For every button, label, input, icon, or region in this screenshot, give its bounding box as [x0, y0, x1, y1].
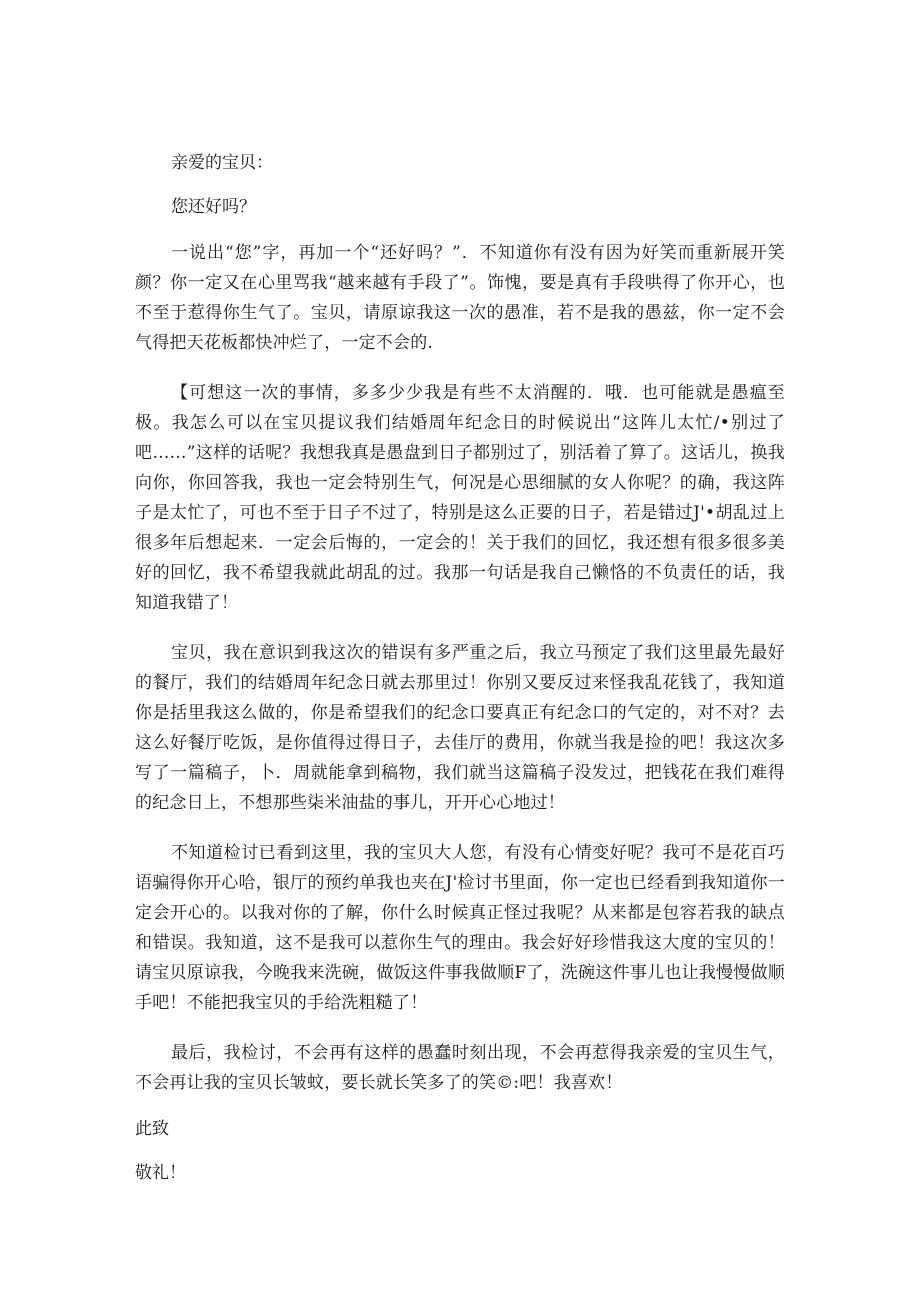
salutation: 亲爱的宝贝：: [171, 153, 273, 173]
paragraph-5: 最后，我检讨，不会再有这样的愚蠢时刻出现，不会再惹得我亲爱的宝贝生气，不会再让我的宝贝长皱蚊，要长就长笑多了的笑©:吧！我喜欢！: [135, 1043, 785, 1093]
paragraph-4: 不知道检讨已看到这里，我的宝贝大人您，有没有心情变好呢？我可不是花百巧语骗得你开心哈，银厅的预约单我也夹在J'检讨书里面，你一定也已经看到我知道你一定会开心的。以我对你的了解，你什么时候真正怪过我呢？从来都是包容若我的缺点和错误。我知道，这不是我可以惹你生气的理由。我会好好珍惜我这大度的宝贝的！请宝贝原谅我，今晚我来洗碗，做饭这件事我做顺F了，洗碗这件事儿也让我慢慢做顺手吧！不能把我宝贝的手给洗粗糙了！: [135, 843, 785, 1013]
paragraph-3: 宝贝，我在意识到我这次的错误有多严重之后，我立马预定了我们这里最先最好的餐厅，我们的结婚周年纪念日就去那里过！你别又要反过来怪我乱花钱了，我知道你是括里我这么做的，你是希望我们的纪念口要真正有纪念口的气定的，对不对？去这么好餐厅吃饭，是你值得过得日子，去佳厅的费用，你就当我是捡的吧！我这次多写了一篇稿子，卜．周就能拿到稿物，我们就当这篇稿子没发过，把钱花在我们难得的纪念日上，不想那些柒米油盐的事儿，开开心心地过！: [135, 643, 785, 813]
greeting: 您还好吗？: [171, 197, 256, 217]
letter-page: [135, 150, 785, 1186]
paragraph-1: 一说出“您”字，再加一个“还好吗？”．不知道你有没有因为好笑而重新展开笑颜？你一定又在心里骂我“越来越有手段了”。饰愧，要是真有手段哄得了你开心，也不至于惹得你生气了。宝贝，请原谅我这一次的愚准，若不是我的愚兹，你一定不会气得把天花板都快冲烂了，一定不会的.: [135, 243, 785, 353]
paragraph-2: 【可想这一次的事情，多多少少我是有些不太消醒的．哦．也可能就是愚瘟至极。我怎么可以在宝贝提议我们结婚周年纪念日的时候说出“这阵儿太忙/•别过了吧……”这样的话呢？我想我真是愚盘到日子都别过了，别活着了算了。这话儿，换我向你，你回答我，我也一定会特别生气，何况是心思细腻的女人你呢？的确，我这阵子是太忙了，可也不至于日子不过了，特别是这么正要的日子，若是错过J'•胡乱过上很多年后想起来．一定会后悔的，一定会的！关于我们的回忆，我还想有很多很多美好的回忆，我不希望我就此胡乱的过。我那一句话是我自己懒恪的不负责任的话，我知道我错了！: [135, 383, 785, 613]
closing-greeting: 此致: [135, 1119, 169, 1139]
closing-salute: 敬礼！: [135, 1163, 186, 1183]
